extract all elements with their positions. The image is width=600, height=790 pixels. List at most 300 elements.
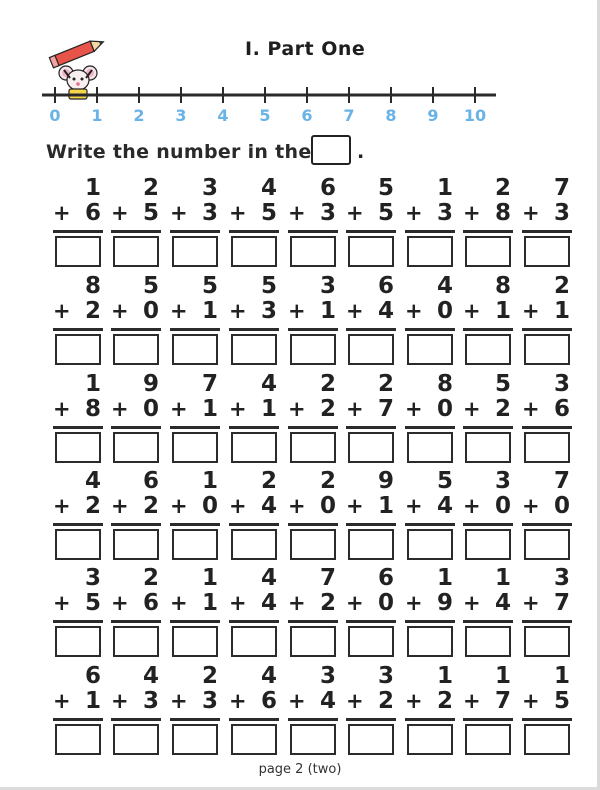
answer-box[interactable] bbox=[55, 432, 101, 463]
addend-top: 6 bbox=[142, 468, 159, 494]
number-line-label: 1 bbox=[91, 106, 103, 125]
answer-box[interactable] bbox=[113, 724, 159, 755]
plus-sign: + bbox=[53, 689, 71, 713]
addition-problem bbox=[522, 177, 574, 269]
addition-problem bbox=[405, 470, 457, 562]
addend-bottom: 3 bbox=[201, 688, 218, 714]
addition-problem bbox=[170, 177, 222, 269]
addition-problem bbox=[229, 275, 281, 367]
addend-bottom: 7 bbox=[553, 590, 570, 616]
addition-problem bbox=[405, 665, 457, 757]
number-line-label: 3 bbox=[175, 106, 187, 125]
addend-top: 9 bbox=[142, 371, 159, 397]
sum-line bbox=[522, 426, 572, 429]
answer-box[interactable] bbox=[407, 236, 453, 267]
addition-problem bbox=[405, 567, 457, 659]
number-line-label: 9 bbox=[427, 106, 439, 125]
plus-sign: + bbox=[522, 494, 540, 518]
sum-line bbox=[53, 328, 103, 331]
addition-problem bbox=[522, 470, 574, 562]
plus-sign: + bbox=[463, 689, 481, 713]
plus-sign: + bbox=[111, 494, 129, 518]
answer-box[interactable] bbox=[172, 724, 218, 755]
sum-line bbox=[288, 523, 338, 526]
addition-problem bbox=[346, 275, 398, 367]
answer-box[interactable] bbox=[348, 529, 394, 560]
plus-sign: + bbox=[111, 591, 129, 615]
answer-box[interactable] bbox=[55, 236, 101, 267]
addition-problem bbox=[53, 567, 105, 659]
addend-bottom: 1 bbox=[553, 298, 570, 324]
addend-bottom: 2 bbox=[319, 396, 336, 422]
sum-line bbox=[229, 230, 279, 233]
answer-box[interactable] bbox=[172, 529, 218, 560]
addend-top: 1 bbox=[436, 663, 453, 689]
plus-sign: + bbox=[346, 201, 364, 225]
plus-sign: + bbox=[405, 494, 423, 518]
addition-problem bbox=[111, 373, 163, 465]
addition-problem bbox=[405, 177, 457, 269]
sum-line bbox=[405, 523, 455, 526]
number-line-label: 10 bbox=[463, 106, 487, 125]
addend-top: 1 bbox=[201, 565, 218, 591]
addend-bottom: 4 bbox=[260, 590, 277, 616]
addition-problem bbox=[170, 373, 222, 465]
addition-problem bbox=[522, 275, 574, 367]
addend-top: 2 bbox=[377, 371, 394, 397]
sum-line bbox=[170, 523, 220, 526]
sum-line bbox=[288, 718, 338, 721]
plus-sign: + bbox=[229, 201, 247, 225]
instruction-text: Write the number in the bbox=[46, 141, 312, 163]
addend-top: 3 bbox=[553, 371, 570, 397]
addend-bottom: 1 bbox=[319, 298, 336, 324]
answer-box[interactable] bbox=[172, 432, 218, 463]
addition-problem bbox=[288, 275, 340, 367]
sum-line bbox=[229, 426, 279, 429]
sum-line bbox=[522, 620, 572, 623]
addition-problem bbox=[111, 567, 163, 659]
addend-bottom: 3 bbox=[553, 200, 570, 226]
addend-bottom: 1 bbox=[494, 298, 511, 324]
addend-top: 5 bbox=[201, 273, 218, 299]
sum-line bbox=[53, 718, 103, 721]
addend-top: 3 bbox=[201, 175, 218, 201]
answer-box[interactable] bbox=[290, 432, 336, 463]
plus-sign: + bbox=[522, 689, 540, 713]
addend-bottom: 5 bbox=[84, 590, 101, 616]
addend-top: 2 bbox=[494, 175, 511, 201]
addend-top: 8 bbox=[436, 371, 453, 397]
plus-sign: + bbox=[463, 591, 481, 615]
addend-top: 2 bbox=[142, 175, 159, 201]
sum-line bbox=[346, 426, 396, 429]
answer-box[interactable] bbox=[113, 529, 159, 560]
plus-sign: + bbox=[522, 591, 540, 615]
sum-line bbox=[405, 328, 455, 331]
answer-box[interactable] bbox=[524, 529, 570, 560]
addend-bottom: 2 bbox=[436, 688, 453, 714]
addend-bottom: 6 bbox=[84, 200, 101, 226]
answer-box[interactable] bbox=[231, 626, 277, 657]
addend-top: 8 bbox=[84, 273, 101, 299]
addend-top: 1 bbox=[553, 663, 570, 689]
addend-bottom: 1 bbox=[84, 688, 101, 714]
sum-line bbox=[288, 328, 338, 331]
addend-bottom: 8 bbox=[494, 200, 511, 226]
addend-bottom: 4 bbox=[377, 298, 394, 324]
addend-top: 6 bbox=[319, 175, 336, 201]
answer-box[interactable] bbox=[172, 626, 218, 657]
plus-sign: + bbox=[346, 397, 364, 421]
sum-line bbox=[463, 718, 513, 721]
plus-sign: + bbox=[288, 689, 306, 713]
addend-top: 7 bbox=[553, 175, 570, 201]
answer-box[interactable] bbox=[465, 334, 511, 365]
sum-line bbox=[522, 523, 572, 526]
addend-bottom: 1 bbox=[260, 396, 277, 422]
addend-bottom: 3 bbox=[260, 298, 277, 324]
addition-problem bbox=[170, 567, 222, 659]
sum-line bbox=[288, 230, 338, 233]
sum-line bbox=[346, 620, 396, 623]
answer-box[interactable] bbox=[172, 334, 218, 365]
addition-problem bbox=[346, 665, 398, 757]
addend-bottom: 2 bbox=[142, 493, 159, 519]
answer-box[interactable] bbox=[348, 236, 394, 267]
plus-sign: + bbox=[522, 299, 540, 323]
sum-line bbox=[346, 230, 396, 233]
plus-sign: + bbox=[463, 397, 481, 421]
plus-sign: + bbox=[405, 299, 423, 323]
answer-box[interactable] bbox=[465, 724, 511, 755]
answer-box[interactable] bbox=[55, 529, 101, 560]
addend-bottom: 1 bbox=[201, 298, 218, 324]
addend-top: 4 bbox=[260, 371, 277, 397]
plus-sign: + bbox=[288, 201, 306, 225]
number-line-label: 0 bbox=[49, 106, 61, 125]
addend-bottom: 2 bbox=[377, 688, 394, 714]
addition-problem bbox=[229, 177, 281, 269]
plus-sign: + bbox=[346, 591, 364, 615]
addend-bottom: 0 bbox=[436, 298, 453, 324]
answer-box[interactable] bbox=[113, 334, 159, 365]
addend-top: 4 bbox=[260, 175, 277, 201]
sum-line bbox=[111, 523, 161, 526]
sum-line bbox=[170, 620, 220, 623]
addend-bottom: 5 bbox=[142, 200, 159, 226]
answer-box[interactable] bbox=[231, 334, 277, 365]
answer-box[interactable] bbox=[524, 626, 570, 657]
plus-sign: + bbox=[53, 397, 71, 421]
answer-box[interactable] bbox=[231, 724, 277, 755]
plus-sign: + bbox=[346, 494, 364, 518]
answer-box[interactable] bbox=[348, 724, 394, 755]
answer-box[interactable] bbox=[290, 236, 336, 267]
addition-problem bbox=[463, 665, 515, 757]
sum-line bbox=[170, 230, 220, 233]
plus-sign: + bbox=[522, 201, 540, 225]
addend-top: 1 bbox=[84, 371, 101, 397]
addend-top: 6 bbox=[84, 663, 101, 689]
plus-sign: + bbox=[229, 494, 247, 518]
addition-problem bbox=[53, 177, 105, 269]
sum-line bbox=[288, 426, 338, 429]
plus-sign: + bbox=[111, 397, 129, 421]
addend-top: 2 bbox=[142, 565, 159, 591]
sum-line bbox=[53, 426, 103, 429]
sum-line bbox=[463, 523, 513, 526]
addend-bottom: 1 bbox=[201, 396, 218, 422]
addition-problem bbox=[463, 275, 515, 367]
addition-problem bbox=[522, 373, 574, 465]
number-line-label: 6 bbox=[301, 106, 313, 125]
addend-top: 2 bbox=[201, 663, 218, 689]
addition-problem bbox=[522, 665, 574, 757]
sum-line bbox=[229, 328, 279, 331]
plus-sign: + bbox=[111, 689, 129, 713]
addend-bottom: 1 bbox=[201, 590, 218, 616]
addend-top: 5 bbox=[436, 468, 453, 494]
sum-line bbox=[170, 718, 220, 721]
answer-box[interactable] bbox=[407, 529, 453, 560]
answer-box[interactable] bbox=[290, 724, 336, 755]
addend-bottom: 2 bbox=[319, 590, 336, 616]
addition-problem bbox=[111, 275, 163, 367]
sum-line bbox=[405, 426, 455, 429]
plus-sign: + bbox=[522, 397, 540, 421]
plus-sign: + bbox=[170, 494, 188, 518]
answer-box[interactable] bbox=[231, 529, 277, 560]
addend-bottom: 8 bbox=[84, 396, 101, 422]
addend-top: 3 bbox=[319, 663, 336, 689]
sum-line bbox=[288, 620, 338, 623]
addend-bottom: 6 bbox=[553, 396, 570, 422]
addend-bottom: 4 bbox=[436, 493, 453, 519]
plus-sign: + bbox=[229, 397, 247, 421]
addend-bottom: 9 bbox=[436, 590, 453, 616]
sum-line bbox=[111, 426, 161, 429]
addend-top: 1 bbox=[494, 663, 511, 689]
addend-top: 4 bbox=[260, 565, 277, 591]
answer-box[interactable] bbox=[524, 432, 570, 463]
plus-sign: + bbox=[288, 591, 306, 615]
addend-top: 6 bbox=[377, 273, 394, 299]
plus-sign: + bbox=[288, 397, 306, 421]
sum-line bbox=[405, 230, 455, 233]
section-title: I. Part One bbox=[245, 38, 366, 60]
sum-line bbox=[229, 620, 279, 623]
addition-problem bbox=[229, 665, 281, 757]
addition-problem bbox=[463, 177, 515, 269]
addend-top: 3 bbox=[553, 565, 570, 591]
addition-problem bbox=[111, 470, 163, 562]
plus-sign: + bbox=[170, 689, 188, 713]
answer-box[interactable] bbox=[113, 626, 159, 657]
plus-sign: + bbox=[111, 201, 129, 225]
answer-box[interactable] bbox=[465, 432, 511, 463]
answer-box[interactable] bbox=[524, 334, 570, 365]
addend-top: 4 bbox=[142, 663, 159, 689]
addend-top: 4 bbox=[436, 273, 453, 299]
plus-sign: + bbox=[405, 397, 423, 421]
addend-bottom: 7 bbox=[377, 396, 394, 422]
plus-sign: + bbox=[53, 591, 71, 615]
addition-problem bbox=[53, 373, 105, 465]
addend-bottom: 5 bbox=[260, 200, 277, 226]
addition-problem bbox=[111, 665, 163, 757]
page-footer: page 2 (two) bbox=[258, 762, 342, 777]
sum-line bbox=[463, 620, 513, 623]
plus-sign: + bbox=[405, 689, 423, 713]
addition-problem bbox=[288, 177, 340, 269]
sum-line bbox=[170, 426, 220, 429]
answer-box[interactable] bbox=[407, 724, 453, 755]
addition-problem bbox=[346, 470, 398, 562]
addition-problem bbox=[288, 373, 340, 465]
answer-box[interactable] bbox=[407, 432, 453, 463]
addend-top: 4 bbox=[260, 663, 277, 689]
answer-box[interactable] bbox=[55, 626, 101, 657]
plus-sign: + bbox=[170, 299, 188, 323]
answer-box[interactable] bbox=[524, 724, 570, 755]
addend-top: 9 bbox=[377, 468, 394, 494]
addend-bottom: 0 bbox=[377, 590, 394, 616]
plus-sign: + bbox=[288, 494, 306, 518]
answer-box[interactable] bbox=[231, 236, 277, 267]
answer-box[interactable] bbox=[465, 529, 511, 560]
addend-bottom: 3 bbox=[201, 200, 218, 226]
addend-top: 2 bbox=[260, 468, 277, 494]
addend-bottom: 6 bbox=[260, 688, 277, 714]
addend-bottom: 4 bbox=[260, 493, 277, 519]
addition-problem bbox=[170, 275, 222, 367]
addend-top: 2 bbox=[319, 468, 336, 494]
plus-sign: + bbox=[346, 689, 364, 713]
addend-bottom: 0 bbox=[142, 298, 159, 324]
addition-problem bbox=[229, 567, 281, 659]
addend-bottom: 3 bbox=[319, 200, 336, 226]
addition-problem bbox=[463, 470, 515, 562]
addition-problem bbox=[111, 177, 163, 269]
plus-sign: + bbox=[405, 591, 423, 615]
plus-sign: + bbox=[229, 299, 247, 323]
answer-box[interactable] bbox=[524, 236, 570, 267]
plus-sign: + bbox=[229, 689, 247, 713]
addend-top: 1 bbox=[494, 565, 511, 591]
answer-box[interactable] bbox=[348, 626, 394, 657]
addend-bottom: 0 bbox=[319, 493, 336, 519]
addition-problem bbox=[346, 567, 398, 659]
sum-line bbox=[405, 718, 455, 721]
answer-box[interactable] bbox=[290, 334, 336, 365]
answer-box[interactable] bbox=[172, 236, 218, 267]
addend-bottom: 0 bbox=[436, 396, 453, 422]
plus-sign: + bbox=[170, 591, 188, 615]
addend-bottom: 7 bbox=[494, 688, 511, 714]
plus-sign: + bbox=[229, 591, 247, 615]
sum-line bbox=[229, 718, 279, 721]
addition-problem bbox=[405, 275, 457, 367]
addend-top: 2 bbox=[553, 273, 570, 299]
number-line-label: 7 bbox=[343, 106, 355, 125]
sum-line bbox=[111, 230, 161, 233]
answer-box[interactable] bbox=[55, 334, 101, 365]
answer-box[interactable] bbox=[113, 236, 159, 267]
addend-bottom: 2 bbox=[494, 396, 511, 422]
answer-box[interactable] bbox=[55, 724, 101, 755]
addition-problem bbox=[463, 567, 515, 659]
sum-line bbox=[111, 620, 161, 623]
number-line-label: 8 bbox=[385, 106, 397, 125]
addend-top: 5 bbox=[494, 371, 511, 397]
addend-top: 6 bbox=[377, 565, 394, 591]
sum-line bbox=[111, 328, 161, 331]
addend-top: 3 bbox=[84, 565, 101, 591]
plus-sign: + bbox=[463, 201, 481, 225]
answer-box[interactable] bbox=[113, 432, 159, 463]
addend-top: 5 bbox=[377, 175, 394, 201]
addition-problem bbox=[53, 470, 105, 562]
addition-problem bbox=[288, 567, 340, 659]
addend-top: 5 bbox=[260, 273, 277, 299]
addition-problem bbox=[346, 373, 398, 465]
plus-sign: + bbox=[53, 494, 71, 518]
answer-box[interactable] bbox=[407, 626, 453, 657]
answer-box[interactable] bbox=[348, 432, 394, 463]
addend-bottom: 3 bbox=[142, 688, 159, 714]
addition-problem bbox=[170, 665, 222, 757]
addition-problem bbox=[229, 470, 281, 562]
sum-line bbox=[405, 620, 455, 623]
plus-sign: + bbox=[111, 299, 129, 323]
plus-sign: + bbox=[170, 397, 188, 421]
instruction-period: . bbox=[357, 141, 365, 163]
answer-box[interactable] bbox=[465, 626, 511, 657]
addend-top: 7 bbox=[553, 468, 570, 494]
addend-top: 8 bbox=[494, 273, 511, 299]
addend-bottom: 5 bbox=[377, 200, 394, 226]
sum-line bbox=[463, 328, 513, 331]
plus-sign: + bbox=[170, 201, 188, 225]
answer-box[interactable] bbox=[407, 334, 453, 365]
answer-box[interactable] bbox=[231, 432, 277, 463]
addition-problem bbox=[522, 567, 574, 659]
answer-box[interactable] bbox=[290, 529, 336, 560]
sum-line bbox=[522, 718, 572, 721]
addition-problem bbox=[170, 470, 222, 562]
addend-bottom: 2 bbox=[84, 493, 101, 519]
plus-sign: + bbox=[463, 494, 481, 518]
answer-box[interactable] bbox=[348, 334, 394, 365]
addend-top: 1 bbox=[201, 468, 218, 494]
answer-box[interactable] bbox=[290, 626, 336, 657]
addend-bottom: 0 bbox=[553, 493, 570, 519]
sum-line bbox=[53, 230, 103, 233]
addend-bottom: 5 bbox=[553, 688, 570, 714]
addend-bottom: 0 bbox=[494, 493, 511, 519]
addition-problem bbox=[405, 373, 457, 465]
addend-bottom: 1 bbox=[377, 493, 394, 519]
addend-bottom: 4 bbox=[494, 590, 511, 616]
answer-box[interactable] bbox=[465, 236, 511, 267]
sum-line bbox=[346, 328, 396, 331]
sum-line bbox=[346, 523, 396, 526]
addend-top: 7 bbox=[319, 565, 336, 591]
sum-line bbox=[522, 328, 572, 331]
plus-sign: + bbox=[405, 201, 423, 225]
addition-problem bbox=[53, 275, 105, 367]
